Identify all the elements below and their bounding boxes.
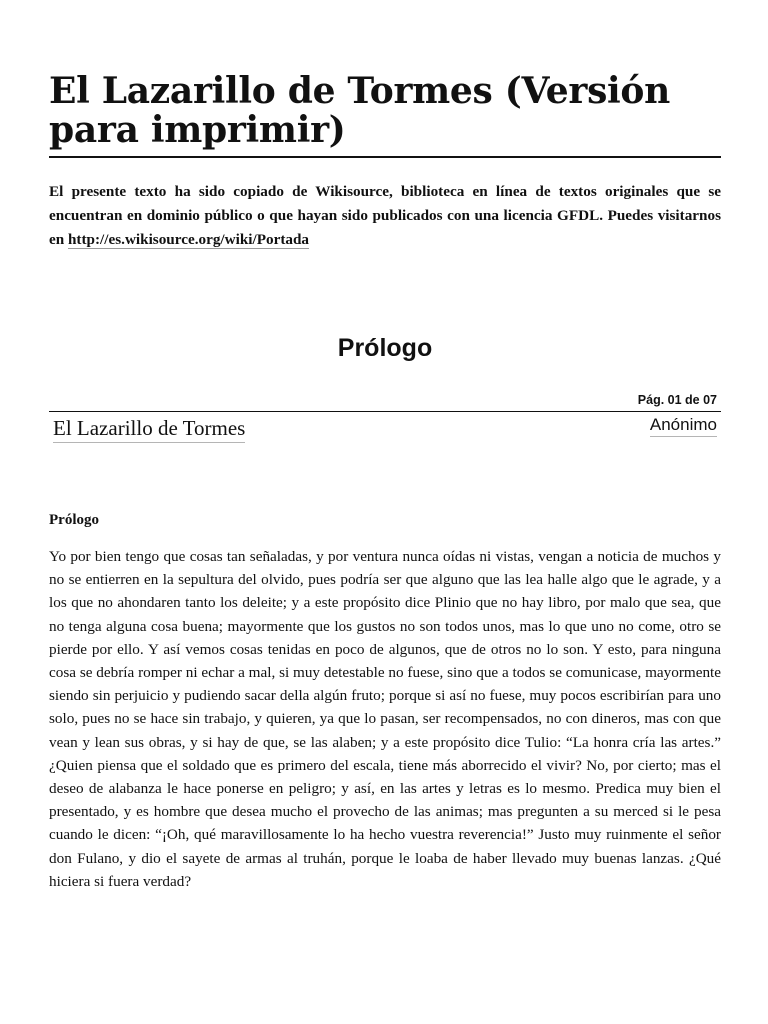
intro-notice: [49, 180, 721, 252]
intro-text: El presente texto ha sido copiado de Wikisource, biblioteca en línea de textos originales que se encuentran en dominio público o que hayan sido publicados con una licencia GFDL. Puedes visitarnos en: [49, 183, 721, 248]
page-number: Pág. 01 de 07: [637, 393, 717, 407]
body-paragraph: Yo por bien tengo que cosas tan señaladas, y por ventura nunca oídas ni vistas, vengan a noticia de muchos y no se entierren en la sepultura del olvido, pues podría ser que alguno que las lea halle algo que le agrade, y a los que no ahondaren tanto los deleite; y a este propósito dice Plinio que no hay libro, por malo que sea, que no tenga alguna cosa buena; mayormente que los gustos no son todos unos, mas lo que uno no come, otro se pierde por ello. Y así vemos cosas tenidas en poco de algunos, que de otros no lo son. Y esto, para ninguna cosa se debría romper ni echar a mal, si muy detestable no fuese, sino que a todos se comunicase, mayormente siendo sin perjuicio y pudiendo sacar della algún fruto; porque si así no fuese, muy pocos escribirían para uno solo, pues no se hace sin trabajo, y quieren, ya que lo pasan, ser recompensados, no con dineros, mas con que vean y lean sus obras, y si hay de que, se las alaben; y a este propósito dice Tulio: “La honra cría las artes.” ¿Quien piensa que el soldado que es primero del escala, tiene más aborrecido el vivir? No, por cierto; mas el deseo de alabanza le hace ponerse en peligro; y así, en las artes y letras es lo mesmo. Predica muy bien el presentado, y es hombre que desea mucho el provecho de las animas; mas pregunten a su merced si le pesa cuando le dicen: “¡Oh, qué maravillosamente lo ha hecho vuestra reverencia!” Justo muy ruinmente el señor don Fulano, y dio el sayete de armas al truhán, porque le loaba de haber llevado muy buenas lanzas. ¿Qué hiciera si fuera verdad?: [49, 548, 721, 890]
chapter-title: Prólogo: [49, 512, 99, 528]
section-heading: Prólogo: [337, 334, 433, 362]
wikisource-link[interactable]: http://es.wikisource.org/wiki/Portada: [67, 231, 310, 248]
document-title: El Lazarillo de Tormes (Versión para imprimir): [49, 70, 670, 151]
author-link[interactable]: Anónimo: [650, 414, 717, 437]
title-divider: [49, 156, 721, 158]
header-divider: [49, 411, 721, 412]
book-title-link[interactable]: El Lazarillo de Tormes: [53, 414, 245, 443]
